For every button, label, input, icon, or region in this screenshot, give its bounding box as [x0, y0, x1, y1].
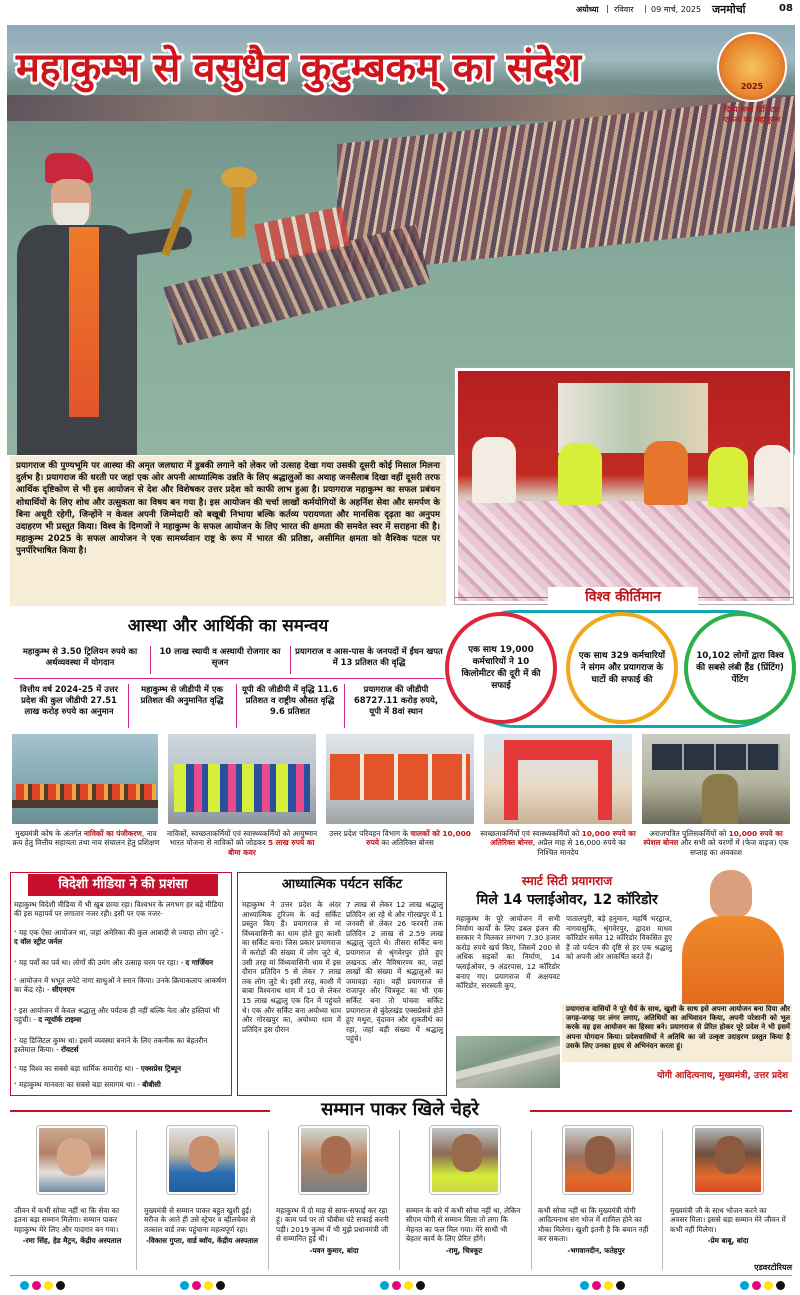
- honour-quote-1: जीवन में कभी सोचा नहीं था कि सेवा का इतना बड़ा सम्मान मिलेगा। सम्मान पाकर महाकुम्भ मेरे लिए और यादगार बन गया। -रमा सिंह, हेड मैट्रन, केंद्रीय अस्पताल: [14, 1206, 122, 1246]
- cm-portrait: [676, 866, 790, 1006]
- honour-photo-4: [430, 1126, 500, 1194]
- record-circle-2: [566, 612, 678, 724]
- honour-quote-3: महाकुम्भ में दो माह से साफ-सफाई कर रहा हूं। काम पर्व पर तो चौबीस घंटे सफाई करनी पड़ी। 2019 कुम्भ में भी मुझे प्रधानमंत्री जी से सम्मानित हुई थी। -पवन कुमार, बांदा: [276, 1206, 389, 1255]
- photo-caption-5: अराजपत्रित पुलिसकर्मियों को 10,000 रुपये का स्पेशल बोनस और सभी को चरणों में (फेज वाइज) एक सप्ताह का अवकाश: [643, 829, 789, 857]
- economy-stat-3: प्रयागराज व आस-पास के जनपदों में ईंधन खपत में 13 प्रतिशत की वृद्धि: [295, 646, 443, 667]
- foreign-media-title: विदेशी मीडिया ने की प्रशंसा: [28, 874, 218, 896]
- badge-year: 2025: [740, 82, 764, 91]
- photo-police-control: [642, 734, 790, 824]
- honour-quote-2: मुख्यमंत्री से सम्मान पाकर बहुत खुशी हुई। मरीज के आते ही उसे स्ट्रेचर व व्हीलचेयर से तत्काल वार्ड तक पहुंचाना महत्वपूर्ण रहा। -विकास गुप्ता, वार्ड ब्वॉय, केंद्रीय अस्पताल: [144, 1206, 259, 1246]
- honour-photo-2: [167, 1126, 237, 1194]
- person-dais-2: [558, 443, 602, 505]
- masthead-city: अयोध्या: [576, 5, 599, 14]
- badge-caption-1: दिव्य भव्य डिजिटल: [723, 105, 781, 114]
- photo-buses: [326, 734, 474, 824]
- spiritual-title: आध्यात्मिक पर्यटन सर्किट: [281, 877, 403, 892]
- record-1-text: एक साथ 19,000 कर्मचारियों ने 10 किलोमीटर की दूरी में की सफाई: [461, 645, 541, 691]
- honour-title: सम्मान पाकर खिले चेहरे: [270, 1097, 530, 1123]
- honour-photo-6: [693, 1126, 763, 1194]
- person-dais-3: [644, 441, 688, 505]
- economy-stat-2: 10 लाख स्थायी व अस्थायी रोजगार का सृजन: [159, 646, 281, 667]
- masthead-date: 09 मार्च, 2025: [651, 5, 702, 14]
- stole: [69, 227, 99, 417]
- honour-photo-1: [37, 1126, 107, 1194]
- smart-city-title: स्मार्ट सिटी प्रयागराज: [521, 874, 613, 888]
- photo-caption-2: नाविकों, स्वच्छताकर्मियों एवं स्वास्थ्यकर्मियों को आयुष्मान भारत योजना से नाविकों को जोड़कर 5 लाख रुपये का बीमा कवर: [166, 829, 318, 857]
- photo-caption-3: उत्तर प्रदेश परिवहन विभाग के चालकों को 10,000 रुपये का अतिरिक्त बोनस: [329, 829, 471, 848]
- smart-city-col-1: महाकुम्भ के पूरे आयोजन में सभी निर्माण कार्यों के लिए डबल इंजन की सरकार ने मिलकर लगभग 7.30 हजार करोड़ रुपये खर्च किए, जिसमें 200 से अधिक सड़कों का निर्माण, 14 फ्लाईओवर, 9 अंडरपास, 12 कॉरिडोर बनाए गए। प्रयागराज में अक्षयवट कॉरिडोर, सरस्वती कूप,: [456, 914, 560, 991]
- photo-caption-1: मुख्यमंत्री कोष के अंतर्गत नाविकों का पंजीकरण, नाव क्रय हेतु वित्तीय सहायता तथा नाव संचालन हेतु प्रशिक्षण: [12, 829, 160, 848]
- record-2-text: एक साथ 329 कर्मचारियों ने संगम और प्रयागराज के घाटों की सफाई की: [578, 651, 666, 685]
- foreign-media-item-6: ❛ यह विश्व का सबसे बड़ा धार्मिक समारोह था। - एक्सप्रेस ट्रिब्यून: [14, 1064, 182, 1073]
- aarti-lamp-icon: [173, 167, 269, 257]
- foreign-media-intro: महाकुम्भ विदेशी मीडिया में भी खूब छाया रहा। विश्वभर के लगभग हर बड़े मीडिया की इस महापर्व पर लगातार नजर रही। इसी पर एक नजर-: [14, 900, 224, 919]
- footer-advertorial-label: एडवरटोरियल: [754, 1263, 792, 1272]
- footer-rule: [10, 1275, 792, 1276]
- foreign-media-item-1: ❛ यह एक ऐसा आयोजन था, जहां अमेरिका की कुल आबादी से ज्यादा लोग जुटे - द वॉल स्ट्रीट जर्नल: [14, 928, 224, 947]
- photo-flyover: [456, 1036, 560, 1088]
- cm-quote-by: योगी आदित्यनाथ, मुख्यमंत्री, उत्तर प्रदेश: [657, 1071, 788, 1081]
- economy-title: आस्था और आर्थिकी का समन्वय: [127, 616, 329, 636]
- smart-city-col-2: पातालपुरी, बड़े हनुमान, महर्षि भरद्वाज, नागवासुकि, श्रृंगवेरपुर, द्वादश माधव कॉरिडोर समेत 12 कॉरिडोर विकसित हुए हैं जो पर्यटन की दृष्टि से हर एक श्रद्धालु को अपनी ओर आकर्षित करते हैं।: [566, 914, 672, 962]
- economy-stat-6: यूपी की जीडीपी में वृद्धि 11.6 प्रतिशत व राष्ट्रीय औसत वृद्धि 9.6 प्रतिशत: [241, 684, 339, 716]
- spiritual-col-2: 7 लाख से लेकर 12 लाख श्रद्धालु प्रतिदिन आ रहे थे और गोरखपुर में 1 जनवरी से लेकर 26 फरवरी तक प्रतिदिन 2 लाख से 2.59 लाख श्रद्धालु जुटते थे। तीसरा सर्किट बना प्रयागराज से श्रृंगवेरपुर होते हुए लखनऊ और नैमिषारण्य का, जहां लाखों की संख्या में श्रद्धालुओं का जमावड़ा रहा। वहीं प्रयागराज से राजापुर और चित्रकूट का भी एक सर्किट बना तो पांचवा सर्किट प्रयागराज से बुंदेलखंड एक्सप्रेसवे होते हुए मथुरा, वृंदावन और शुकतीर्थ का रहा, जहां बड़ी संख्या में श्रद्धालु पहुंचे।: [346, 900, 443, 1044]
- record-circle-1: [445, 612, 557, 724]
- record-circle-3: [684, 612, 796, 724]
- lead-paragraph: प्रयागराज की पुण्यभूमि पर आस्था की अमृत जलधारा में डुबकी लगाने को लेकर जो उत्साह देखा गया उसकी दूसरी कोई मिसाल मिलना दुर्लभ है। प्रयागराज की धरती पर जहां एक ओर अपनी आध्यात्मिक उन्नति के लिए श्रद्धालुओं का अथाह जनसैलाब दिखा वहीं दूसरी तरफ आर्थिक दृष्टिकोण से भी इस आयोजन से देश और विशेषकर उत्तर प्रदेश को काफी लाभ हुआ है। प्रयागराज महाकुम्भ का सफल प्रबंधन शोधार्थियों के लिए शोध और उत्सुकता का विषय बन गया है। इस आयोजन की चर्चा लाखों कर्मयोगियों के अहर्निश सेवा और समर्पण के बिना अधूरी रहेगी, जिन्होंने न केवल अपनी जिम्मेदारी को बखूबी निभाया बल्कि कर्तव्य परायणता और मानसिक दृढ़ता का अनुपम उदाहरण भी प्रस्तुत किया। विश्व के दिग्गजों ने महाकुम्भ के सफल आयोजन के लिए भारत की क्षमता की समवेत स्वर में सराहना की है। महाकुम्भ 2025 के सफल आयोजन ने एक सामर्थ्यवान राष्ट्र के रूप में भारत की प्रतिष्ठा, असीमित क्षमता को वैश्विक पटल पर पुनर्परिभाषित किया है।: [10, 456, 446, 606]
- person-dais-1: [472, 437, 516, 503]
- photo-ceremony-dais: [455, 368, 793, 604]
- masthead-day: रविवार: [614, 5, 634, 14]
- print-registration-marks: [0, 1280, 800, 1292]
- economy-stat-7: प्रयागराज की जीडीपी 68727.11 करोड़ रुपये, यूपी में 8वां स्थान: [353, 684, 439, 716]
- foreign-media-item-5: ❛ यह डिजिटल कुम्भ था। इसमें व्यवस्था बनाने के लिए तकनीक का बेहतरीन इस्तेमाल किया। - रॉयटर्स: [14, 1036, 208, 1055]
- mahakumbh-logo-badge: [717, 32, 787, 102]
- economy-stat-1: महाकुम्भ से 3.50 ट्रिलियन रुपये का अर्थव्यवस्था में योगदान: [22, 646, 138, 667]
- honour-quote-4: सम्मान के बारे में कभी सोचा नहीं था, लेकिन सीएम योगी से सम्मान मिला तो लगा कि मेहनत का फल मिल गया। मेरे साथी भी बेहतर कार्य के लिए प्रेरित होंगे। -रामू, चित्रकूट: [406, 1206, 521, 1255]
- spiritual-col-1: महाकुम्भ ने उत्तर प्रदेश के अंदर आध्यात्मिक टूरिज्म के कई सर्किट प्रस्तुत किए हैं। प्रयागराज से मां विंध्यवासिनी का धाम होते हुए काशी का सर्किट बना। जिस प्रकार प्रयागराज में करोड़ों की संख्या में लोग जुटे थे, उसी तरह मां विंध्यवासिनी धाम में इस दौरान प्रतिदिन 5 से लेकर 7 लाख तक लोग जुटे थे। इसी तरह, काशी में बाबा विश्वनाथ धाम में 10 से लेकर 15 लाख श्रद्धालु एक दिन में पहुंचते थे। एक और सर्किट बना अयोध्या धाम और गोरखपुर का, अयोध्या धाम में प्रतिदिन इस दौरान: [242, 900, 341, 1034]
- smart-city-subtitle: मिले 14 फ्लाईओवर, 12 कॉरिडोर: [476, 892, 658, 908]
- foreign-media-item-2: ❛ यह पर्वों का पर्व था। लोगों की उमंग और उत्साह चरम पर रहा। - द गार्जियन: [14, 958, 214, 967]
- badge-caption-2: एकता का महाकुम्भ: [723, 115, 781, 124]
- person-dais-4: [708, 447, 748, 507]
- main-headline: महाकुम्भ से वसुधैव कुटुम्बकम् का संदेश: [16, 45, 581, 91]
- person-dais-5: [754, 445, 792, 507]
- masthead: अयोध्या | रविवार | 09 मार्च, 2025 जनमोर्चा 08: [576, 3, 793, 16]
- pm-figure: [17, 145, 182, 455]
- economy-stat-5: महाकुम्भ से जीडीपी में एक प्रतिशत की अनुमानित वृद्धि: [140, 684, 224, 705]
- foreign-media-item-4: ❛ इस आयोजन में केवल श्रद्धालु और पर्यटक ही नहीं बल्कि नेता और हस्तियां भी पहुंची। - द न्यूयॉर्क टाइम्स: [14, 1006, 220, 1025]
- economy-divider: [14, 678, 444, 679]
- masthead-paper: जनमोर्चा: [712, 3, 746, 16]
- records-title: विश्व कीर्तिमान: [548, 587, 698, 607]
- photo-gate: [484, 734, 632, 824]
- honour-photo-3: [299, 1126, 369, 1194]
- photo-boats: [12, 734, 158, 824]
- photo-caption-4: स्वच्छताकर्मियों एवं स्वास्थ्यकर्मियों को 10,000 रुपये का अतिरिक्त बोनस, अप्रैल माह से 16,000 रुपये का निश्चित मानदेय: [480, 829, 636, 857]
- cm-quote-text: प्रयागराज वासियों ने पूरे धैर्य के साथ, खुशी के साथ इसे अपना आयोजन बना दिया और जगह-जगह पर लंगर लगाए, अतिथियों का अभिवादन किया, अपनी परेशानी को भूल करके वह इस आयोजन का हिस्सा बने। प्रयागराज से प्रेरित होकर पूरे प्रदेश ने भी इसमें अपना योगदान किया। प्रदेशवासियों ने अतिथि का जो उत्कृष्ट उदाहरण प्रस्तुत किया है उसके लिए उनका हृदय से अभिनंदन करता हूं।: [566, 1005, 790, 1050]
- honour-photo-5: [563, 1126, 633, 1194]
- honour-quote-6: मुख्यमंत्री जी के साथ भोजन करने का अवसर मिला। इससे बड़ा सम्मान मेरे जीवन में कभी नहीं मिलेगा। -प्रेम बाबू, बांदा: [670, 1206, 786, 1246]
- honour-quote-5: कभी सोचा नहीं था कि मुख्यमंत्री योगी आदित्यनाथ संग भोज में शामिल होने का मौका मिलेगा। खुशी इतनी है कि बयान नहीं कर सकता। -भगवानदीन, फतेहपुर: [538, 1206, 649, 1255]
- foreign-media-item-3: ❛ आयोजन में भभूत लपेटे नागा साधुओं ने स्नान किया। उनके क्रियाकलाप आकर्षण का केंद्र रहे। - सीएनएन: [14, 976, 227, 995]
- page-number: 08: [779, 3, 793, 14]
- record-3-text: 10,102 लोगों द्वारा विश्व की सबसे लंबी हैंड (प्रिंटिंग) पेंटिंग: [696, 651, 784, 685]
- economy-stat-4: वित्तीय वर्ष 2024-25 में उत्तर प्रदेश की कुल जीडीपी 27.51 लाख करोड़ रुपये का अनुमान: [19, 684, 119, 716]
- foreign-media-item-7: ❛ महाकुम्भ मानवता का सबसे बड़ा समागम था। - बीबीसी: [14, 1080, 161, 1089]
- photo-workers: [168, 734, 316, 824]
